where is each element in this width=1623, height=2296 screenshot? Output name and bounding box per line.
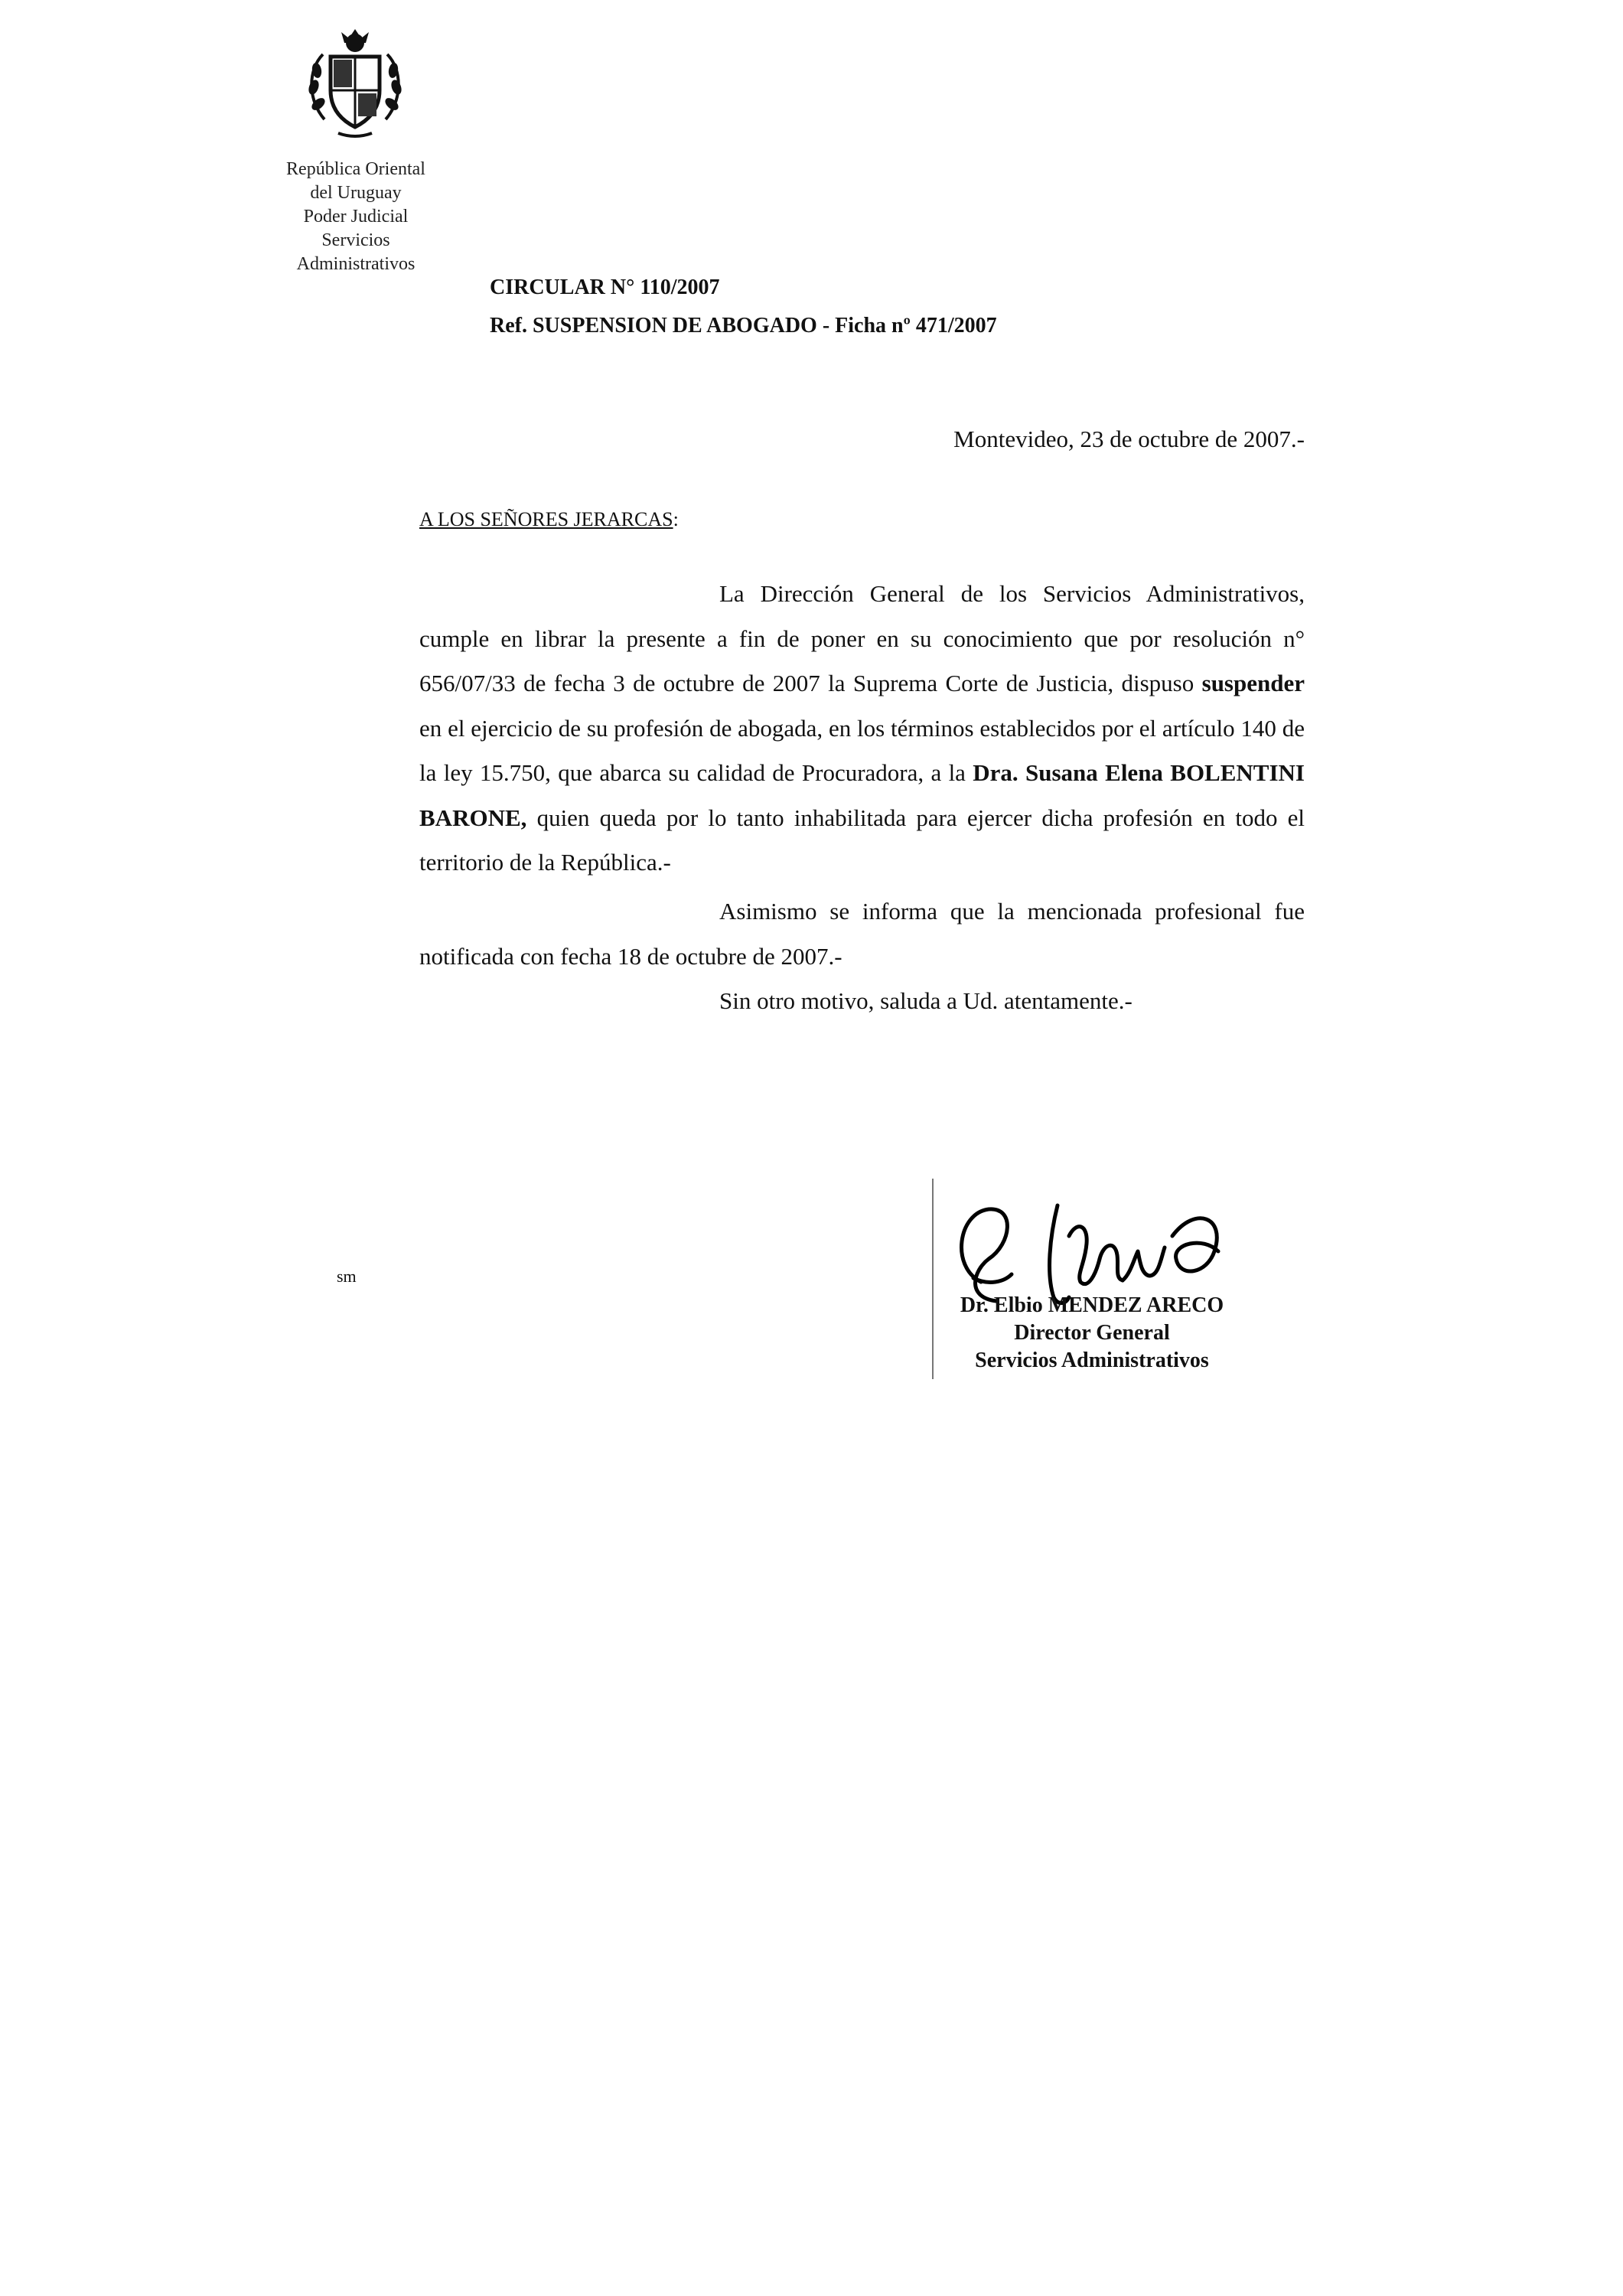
- typist-initials: sm: [337, 1267, 357, 1286]
- p1-bold-suspender: suspender: [1201, 670, 1305, 696]
- circular-reference: Ref. SUSPENSION DE ABOGADO - Ficha nº 471/2007: [490, 314, 997, 338]
- institution-line: del Uruguay: [310, 183, 402, 203]
- signer-title: Director General: [1014, 1321, 1170, 1345]
- signer-block: [927, 1292, 1256, 1375]
- p1-text-c: quien queda por lo tanto inhabilitada para ejercer dicha profesión en todo el territorio de la República.-: [419, 804, 1305, 876]
- p1-bold-name: Dra. Susana Elena BOLENTINI BARONE,: [419, 759, 1305, 831]
- addressee-text: A LOS SEÑORES JERARCAS: [419, 508, 673, 530]
- circular-number: CIRCULAR N° 110/2007: [490, 276, 720, 299]
- signer-department: Servicios Administrativos: [975, 1349, 1209, 1372]
- institution-line: Poder Judicial: [303, 207, 409, 227]
- addressee: [419, 508, 679, 531]
- signer-name: Dr. Elbio MENDEZ ARECO: [960, 1293, 1224, 1317]
- institution-line: República Oriental: [286, 159, 425, 179]
- institution-header: [253, 158, 459, 276]
- institution-line: Administrativos: [296, 254, 416, 274]
- p1-text-a: La Dirección General de los Servicios Administrativos, cumple en librar la presente a fin de poner en su conocimiento que por resolución n° 656/07/33 de fecha 3 de octubre de 2007 la Suprema Corte de Justicia, dispuso: [419, 580, 1305, 696]
- institution-line: Servicios: [321, 230, 390, 250]
- p1-text-b: en el ejercicio de su profesión de abogada, en los términos establecidos por el artículo 140 de la ley 15.750, que abarca su calidad de Procuradora, a la: [419, 714, 1305, 786]
- body-paragraph-1: [419, 572, 1305, 885]
- closing-line: Sin otro motivo, saluda a Ud. atentamente.-: [719, 987, 1133, 1014]
- addressee-colon: :: [673, 508, 679, 530]
- coat-of-arms-seal: [301, 28, 409, 142]
- body-paragraph-2: Asimismo se informa que la mencionada profesional fue notificada con fecha 18 de octubre de 2007.-: [419, 898, 1305, 970]
- place-date: Montevideo, 23 de octubre de 2007.-: [953, 426, 1305, 452]
